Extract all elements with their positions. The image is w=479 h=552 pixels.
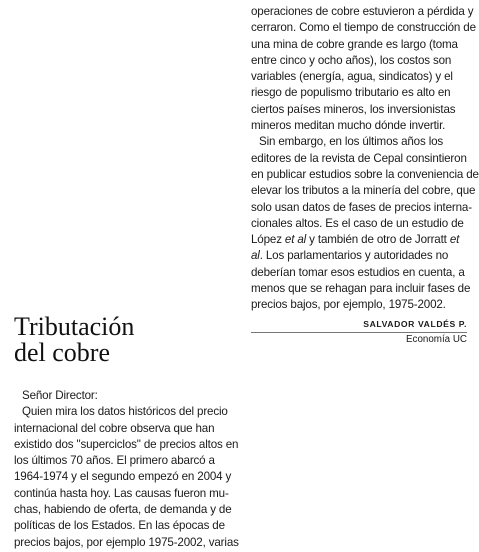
text-line: variables (energía, agua, sindicatos) y el: [251, 70, 453, 84]
text-line: cerraron. Como el tiempo de construcción de: [251, 21, 476, 35]
text-line: una mina de cobre grande es largo (toma: [251, 37, 458, 51]
text-line: internacional del cobre observa que han: [14, 421, 215, 435]
text-fragment: López: [251, 233, 285, 247]
text-line: [251, 248, 467, 264]
text-line: menos que se rehagan para incluir fases de: [251, 282, 471, 296]
text-line: riesgo de populismo tributario es alto en: [251, 86, 451, 100]
text-line: en publicar estudios sobre la conveniencia de: [251, 167, 479, 181]
text-line: elevar los tributos a la minería del cobre, que: [251, 184, 476, 198]
author-signature: SALVADOR VALDÉS P.: [363, 318, 467, 329]
text-line: Quien mira los datos históricos del precio: [22, 405, 228, 419]
headline-line: Tributación: [14, 312, 135, 341]
letter-headline: [14, 314, 228, 366]
text-line: 1964-1974 y el segundo empezó en 2004 y: [14, 470, 232, 484]
text-line: ciertos países mineros, los inversionistas: [251, 102, 456, 116]
text-fragment: y también de otro de Jorratt: [306, 233, 450, 247]
text-line: los últimos 70 años. El primero abarcó a: [14, 454, 215, 468]
text-line: continúa hasta hoy. Las causas fueron mu-: [14, 486, 229, 500]
text-line: chas, habiendo de oferta, de demanda y de: [14, 503, 232, 517]
text-line: precios bajos, por ejemplo, 1975-2002.: [251, 298, 446, 312]
text-line: deberían tomar esos estudios en cuenta, a: [251, 265, 465, 279]
italic-fragment: et al: [284, 233, 307, 247]
text-line: entre cinco y ocho años), los costos son: [251, 53, 452, 67]
text-line: existido dos "superciclos" de precios altos en: [14, 437, 239, 451]
text-line: mineros meditan mucho dónde invertir.: [251, 119, 446, 133]
text-line: políticas de los Estados. En las épocas de: [14, 519, 225, 533]
paragraph-1: [251, 4, 476, 134]
right-column: [251, 4, 479, 346]
headline-line: del cobre: [14, 338, 111, 367]
text-line: operaciones de cobre estuvieron a pérdida y: [251, 5, 474, 18]
text-fragment: . Los parlamentarios y autoridades no: [259, 249, 449, 263]
text-line: editores de la revista de Cepal consintieron: [251, 151, 467, 165]
salutation: Señor Director:: [22, 389, 98, 402]
left-column: [14, 312, 239, 551]
author-affiliation: Economía UC: [406, 333, 467, 345]
italic-fragment: al: [251, 249, 260, 263]
text-line: solo usan datos de fases de precios interna-: [251, 200, 472, 214]
italic-fragment: et: [449, 233, 460, 247]
text-line: precios bajos, por ejemplo 1975-2002, varias: [14, 535, 239, 549]
text-line: Sin embargo, en los últimos años los: [259, 135, 444, 149]
paragraph-2: [251, 134, 479, 313]
text-line: cionales altos. Es el caso de un estudio de: [251, 216, 464, 230]
text-line: [251, 232, 467, 248]
